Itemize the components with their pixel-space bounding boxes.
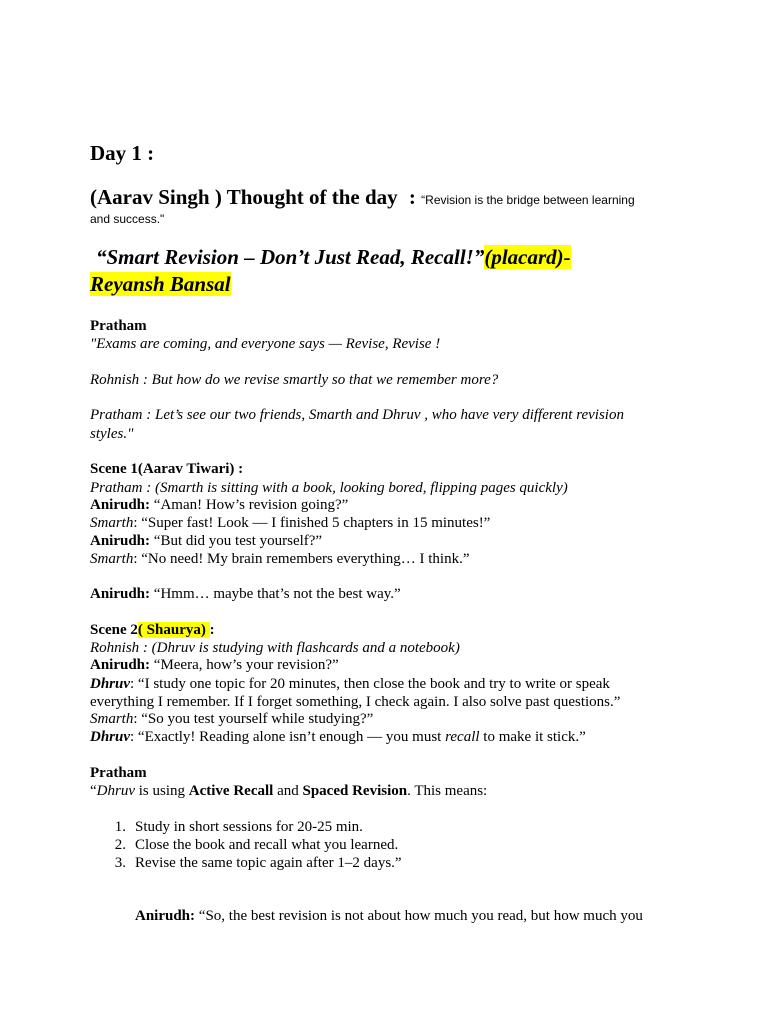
dialogue-line xyxy=(90,656,339,674)
thought-title: (Aarav Singh ) Thought of the day xyxy=(90,185,398,209)
dialogue-text: : “Exactly! Reading alone isn’t enough — you must xyxy=(130,729,446,745)
dialogue-text: : “No need! My brain remembers everything… I think.” xyxy=(133,551,470,567)
speaker-name: Anirudh: xyxy=(90,657,151,673)
dialogue-text: “So, the best revision is not about how much you read, but how much you xyxy=(195,908,643,924)
list-number: 2. xyxy=(114,837,126,853)
speaker-name: Anirudh: xyxy=(135,908,196,924)
speaker-name: Smarth xyxy=(90,515,134,531)
slogan-line2 xyxy=(90,271,231,298)
dialogue-line xyxy=(90,710,373,728)
thought-quote-line1: “Revision is the bridge between learning xyxy=(421,193,635,207)
placard-label: (placard)- xyxy=(484,245,571,269)
dialogue-line xyxy=(90,728,586,746)
placard-presenter: Reyansh Bansal xyxy=(90,272,231,296)
speaker-name: Anirudh: xyxy=(90,586,151,602)
intro-line3b: styles." xyxy=(90,426,134,442)
intro-line2: Rohnish : But how do we revise smartly so that we remember more? xyxy=(90,372,499,388)
scene2-direction: Rohnish : (Dhruv is studying with flashcards and a notebook) xyxy=(90,640,460,656)
scene2-label: Scene 2 xyxy=(90,622,138,638)
dialogue-line xyxy=(90,532,322,550)
dialogue-text: “Meera, how’s your revision?” xyxy=(150,657,339,673)
day-heading: Day 1 : xyxy=(90,141,155,165)
summary-line xyxy=(90,782,487,800)
list-text: Close the book and recall what you learned. xyxy=(135,837,399,853)
slogan-line1 xyxy=(96,244,571,271)
dialogue-text: : “I study one topic for 20 minutes, then close the book and try to write or speak xyxy=(130,676,610,692)
dialogue-line xyxy=(90,550,470,568)
speaker-name: Dhruv xyxy=(90,729,131,745)
intro-speaker: Pratham xyxy=(90,318,147,334)
dialogue-line xyxy=(90,675,610,693)
term-active-recall: Active Recall xyxy=(188,783,274,799)
dialogue-text: “But did you test yourself?” xyxy=(150,533,323,549)
speaker-name: Dhruv xyxy=(90,676,131,692)
list-number: 1. xyxy=(114,819,126,835)
thought-colon: : xyxy=(408,185,416,209)
dialogue-text: “Hmm… maybe that’s not the best way.” xyxy=(150,586,401,602)
dialogue-line xyxy=(90,496,348,514)
scene2-colon: : xyxy=(209,622,215,638)
summary-text: . This means: xyxy=(407,783,488,799)
speaker-name: Anirudh: xyxy=(90,497,151,513)
list-number: 3. xyxy=(114,855,126,871)
summary-text: is using xyxy=(135,783,189,799)
speaker-name: Smarth xyxy=(90,551,134,567)
dialogue-continuation: everything I remember. If I forget something, I check again. I also solve past questions.” xyxy=(90,694,621,710)
dialogue-line xyxy=(90,585,401,603)
dialogue-line xyxy=(90,514,490,532)
dialogue-text: : “Super fast! Look — I finished 5 chapters in 15 minutes!” xyxy=(133,515,491,531)
summary-name: Dhruv xyxy=(96,783,135,799)
dialogue-text: to make it stick.” xyxy=(479,729,586,745)
intro-line3a: Pratham : Let’s see our two friends, Smarth and Dhruv , who have very different revision xyxy=(90,407,624,423)
scene2-title xyxy=(90,621,215,639)
thought-quote-line2: and success." xyxy=(90,212,165,226)
intro-line1: "Exams are coming, and everyone says — Revise, Revise ! xyxy=(90,336,441,352)
thought-of-day xyxy=(90,185,635,212)
speaker-name: Anirudh: xyxy=(90,533,151,549)
term-spaced-revision: Spaced Revision xyxy=(302,783,408,799)
closing-line xyxy=(135,907,643,925)
scene2-presenter: ( Shaurya) xyxy=(137,622,210,638)
recall-emphasis: recall xyxy=(445,729,480,745)
dialogue-text: : “So you test yourself while studying?” xyxy=(133,711,374,727)
speaker-name: Smarth xyxy=(90,711,134,727)
open-quote: “ xyxy=(90,783,97,799)
list-text: Revise the same topic again after 1–2 days.” xyxy=(135,855,402,871)
scene1-direction: Pratham : (Smarth is sitting with a book, looking bored, flipping pages quickly) xyxy=(90,480,568,496)
summary-text: and xyxy=(273,783,303,799)
list-text: Study in short sessions for 20-25 min. xyxy=(135,819,363,835)
dialogue-text: “Aman! How’s revision going?” xyxy=(150,497,349,513)
summary-speaker: Pratham xyxy=(90,765,147,781)
scene1-title: Scene 1(Aarav Tiwari) : xyxy=(90,461,244,477)
slogan-text: “Smart Revision – Don’t Just Read, Recall!” xyxy=(96,245,485,269)
